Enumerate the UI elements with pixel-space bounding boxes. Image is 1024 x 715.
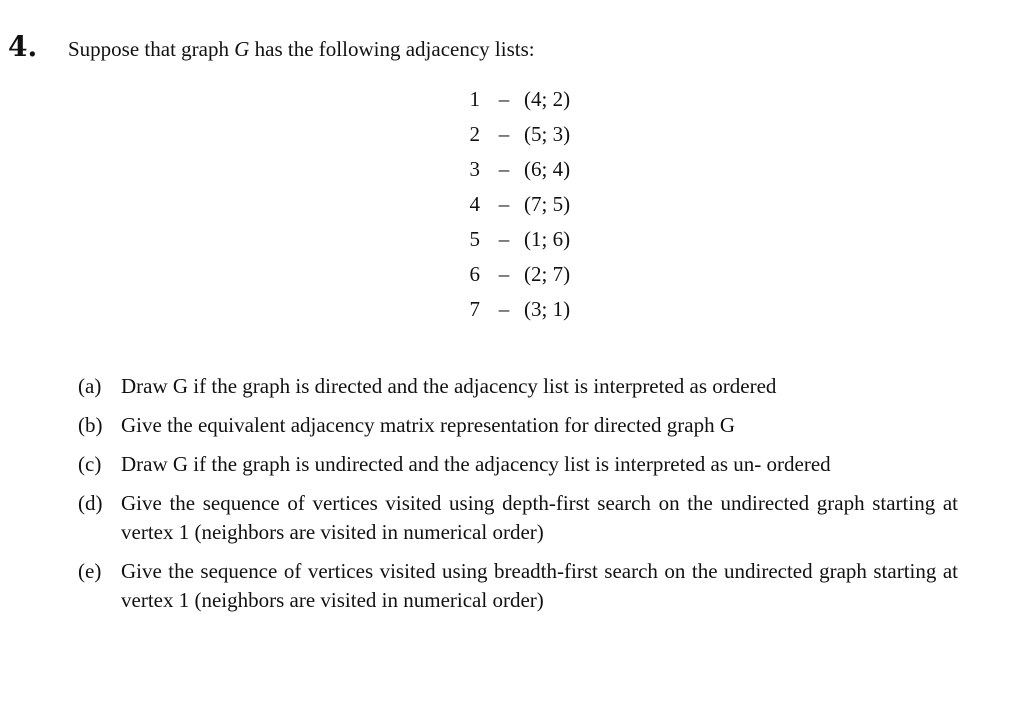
part-label: (d) (78, 491, 103, 515)
part-b (78, 411, 958, 440)
adjacency-row (446, 82, 1024, 117)
part-text: Give the equivalent adjacency matrix representation for directed graph G (121, 413, 735, 437)
adjacency-list (446, 82, 1024, 327)
intro-text: Suppose that graph (68, 37, 235, 61)
adjacency-dash: – (498, 262, 510, 286)
problem-number: 4. (8, 30, 38, 63)
part-text: Draw G if the graph is undirected and the adjacency list is interpreted as un- ordered (121, 452, 831, 476)
adjacency-dash: – (498, 297, 510, 321)
adjacency-vertex: 6 (469, 262, 480, 286)
adjacency-row (446, 117, 1024, 152)
part-d (78, 489, 958, 547)
adjacency-row (446, 222, 1024, 257)
adjacency-list: (5; 3) (524, 122, 571, 146)
adjacency-vertex: 5 (469, 227, 480, 251)
adjacency-row (446, 152, 1024, 187)
graph-name: G (234, 37, 250, 61)
part-a (78, 372, 958, 401)
adjacency-row (446, 292, 1024, 327)
part-label: (b) (78, 413, 103, 437)
part-text: Give the sequence of vertices visited using depth-first search on the undirected graph starting at vertex 1 (neighbors are visited in numerical order) (121, 491, 958, 544)
adjacency-vertex: 1 (469, 87, 480, 111)
adjacency-list: (1; 6) (524, 227, 571, 251)
adjacency-dash: – (498, 192, 510, 216)
intro-text-end: has the following adjacency lists: (249, 37, 535, 61)
part-label: (e) (78, 559, 102, 583)
problem-header (8, 30, 1024, 64)
part-text: Give the sequence of vertices visited using breadth-first search on the undirected graph starting at vertex 1 (neighbors are visited in numerical order) (121, 559, 958, 612)
adjacency-list: (6; 4) (524, 157, 571, 181)
adjacency-vertex: 7 (469, 297, 480, 321)
adjacency-dash: – (498, 227, 510, 251)
problem-intro (68, 34, 535, 64)
adjacency-vertex: 3 (469, 157, 480, 181)
adjacency-row (446, 257, 1024, 292)
part-label: (c) (78, 452, 102, 476)
adjacency-dash: – (498, 87, 510, 111)
adjacency-vertex: 4 (469, 192, 480, 216)
part-label: (a) (78, 374, 102, 398)
adjacency-dash: – (498, 157, 510, 181)
adjacency-vertex: 2 (469, 122, 480, 146)
adjacency-row (446, 187, 1024, 222)
parts-list (78, 372, 958, 615)
part-text: Draw G if the graph is directed and the adjacency list is interpreted as ordered (121, 374, 777, 398)
adjacency-list: (2; 7) (524, 262, 571, 286)
adjacency-list: (7; 5) (524, 192, 571, 216)
part-c (78, 450, 958, 479)
adjacency-dash: – (498, 122, 510, 146)
part-e (78, 557, 958, 615)
adjacency-list: (4; 2) (524, 87, 571, 111)
adjacency-list: (3; 1) (524, 297, 571, 321)
